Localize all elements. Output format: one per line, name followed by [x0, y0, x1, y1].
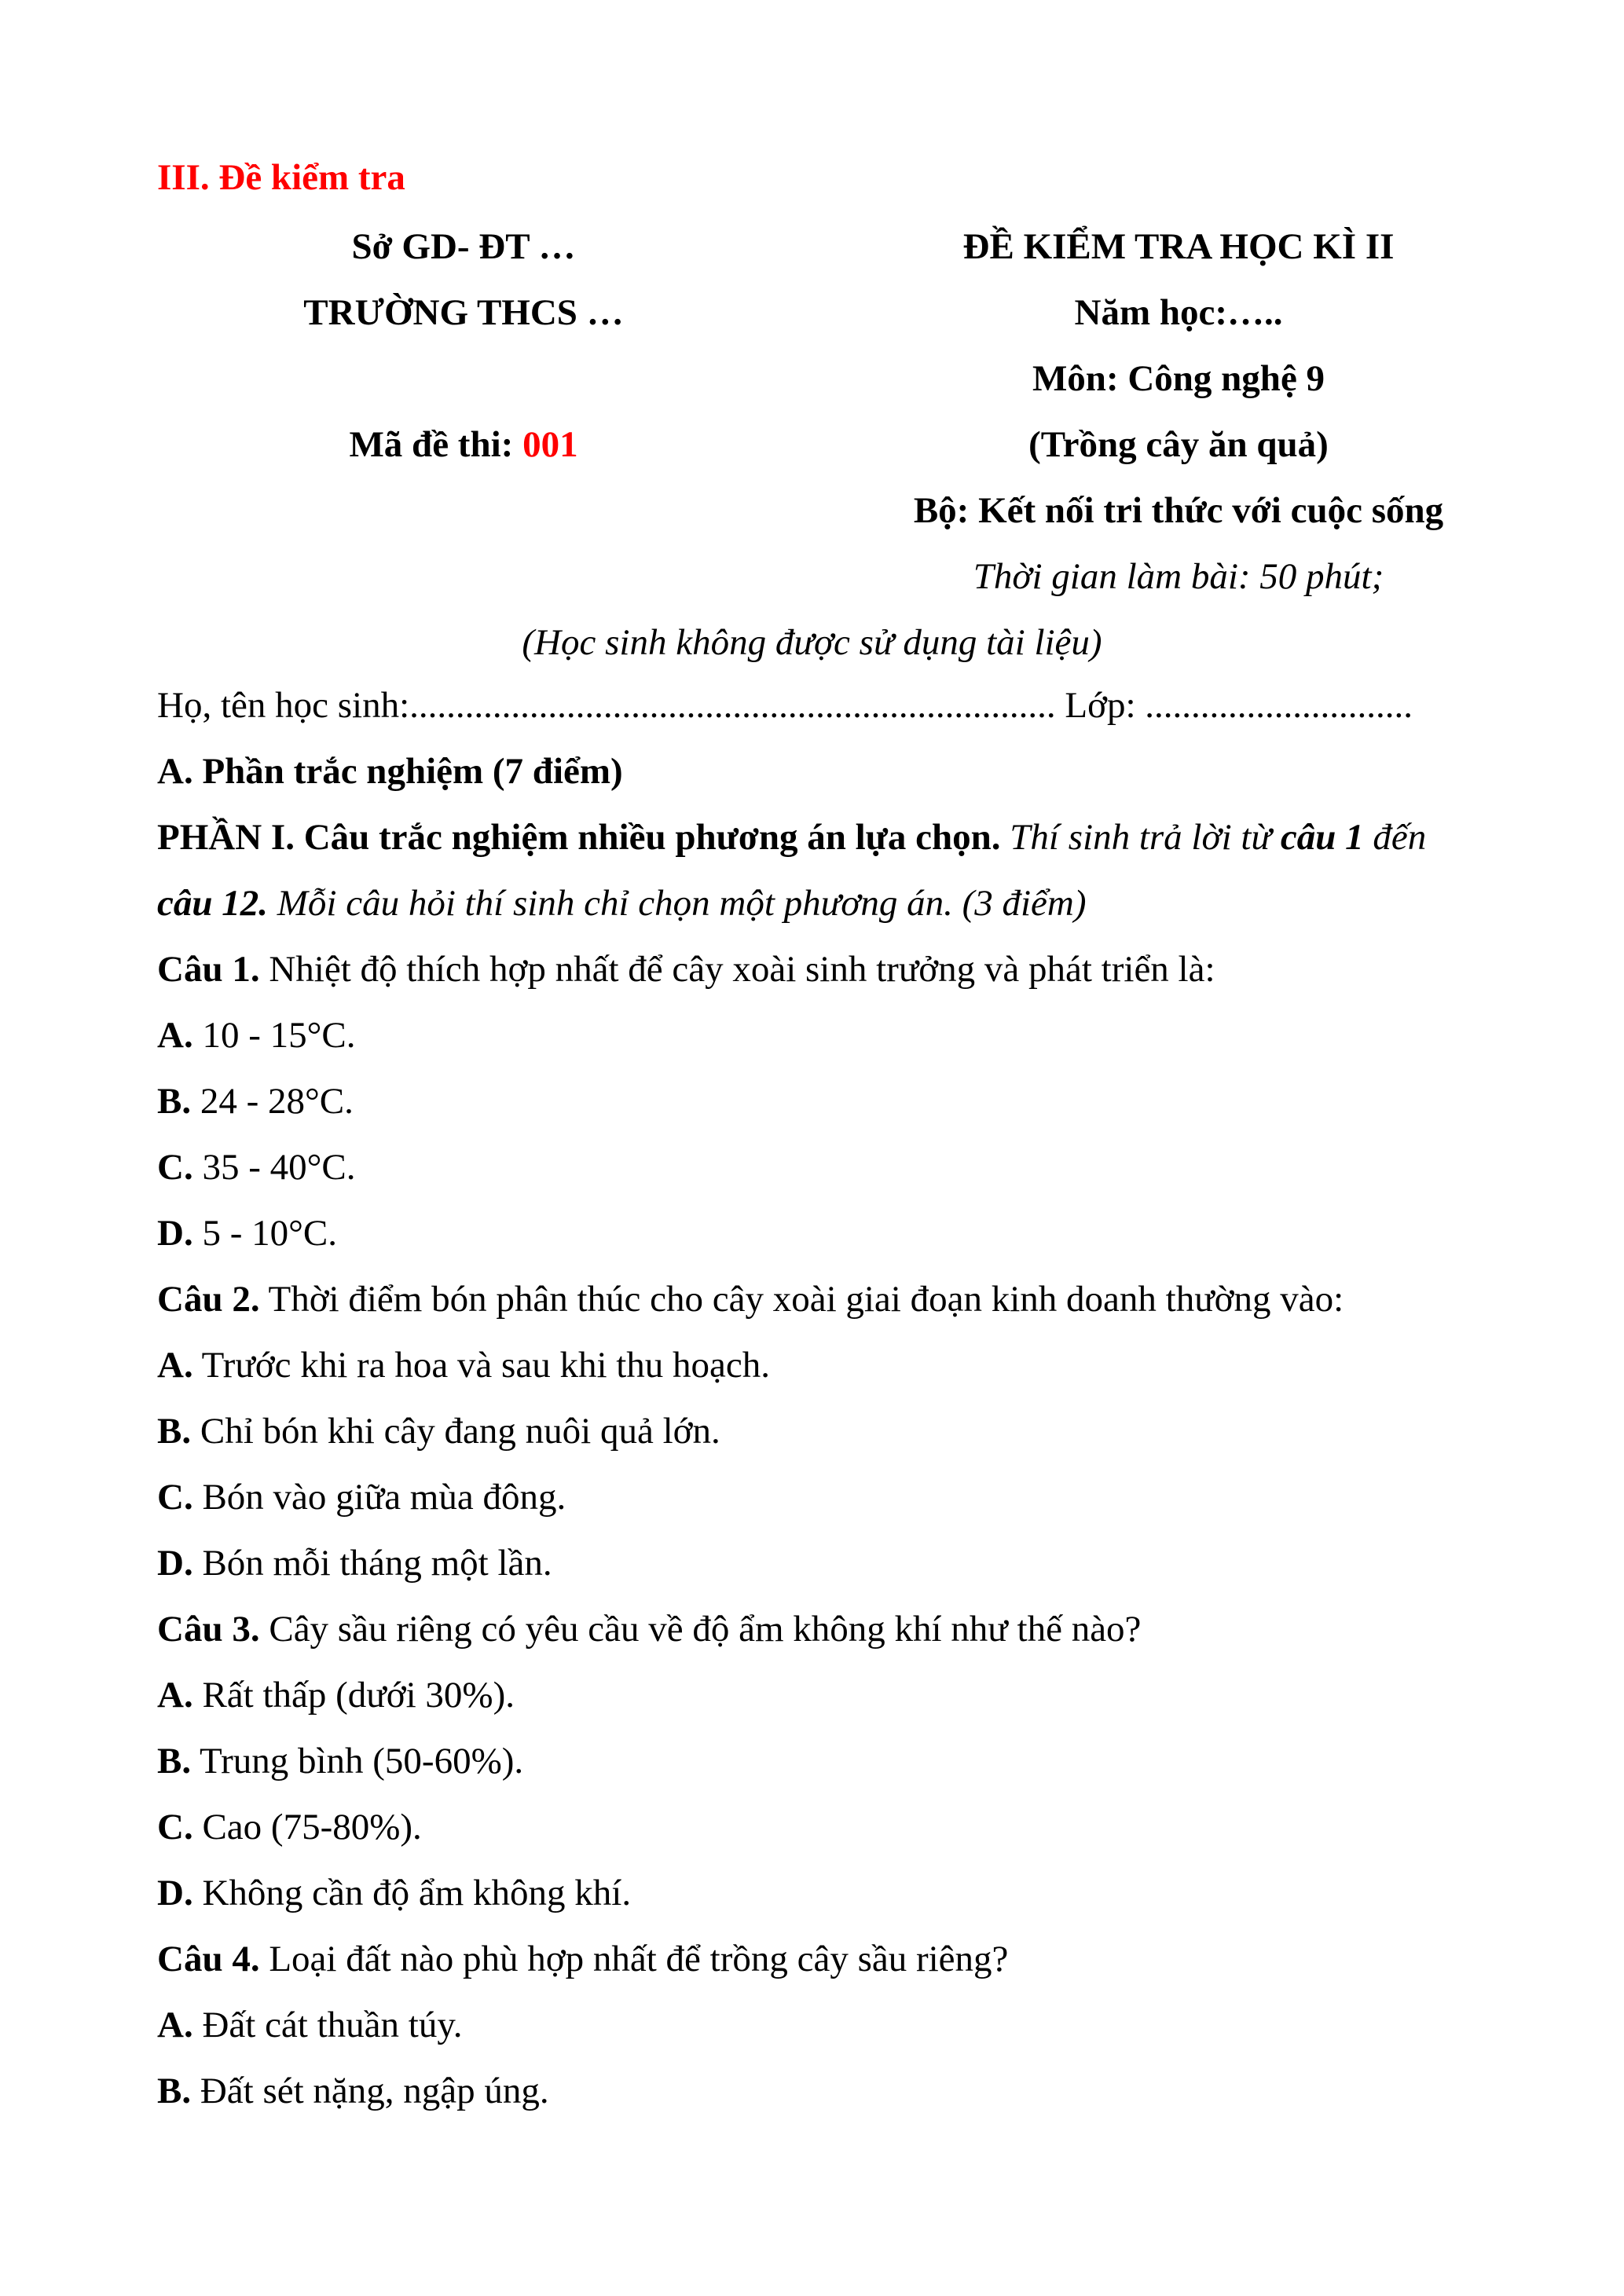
part1-text-1: Thí sinh trả lời từ [1000, 817, 1281, 858]
option-text: Bón vào giữa mùa đông. [192, 1477, 566, 1518]
option-letter: B. [157, 2071, 192, 2111]
option-letter: C. [157, 1147, 193, 1188]
exam-code-value: 001 [522, 424, 578, 465]
question [157, 1281, 1344, 1318]
option-text: Bón mỗi tháng một lần. [192, 1543, 552, 1584]
answer-option [157, 1347, 770, 1384]
part1-text-3: Mỗi câu hỏi thí sinh chỉ chọn một phương án. (3 điểm) [268, 883, 1087, 924]
option-text: 10 - 15°C. [192, 1015, 356, 1056]
question-label: Câu 1. [157, 949, 260, 990]
part1-instructions [157, 819, 1426, 856]
option-letter: D. [157, 1213, 193, 1254]
student-info-line: Họ, tên học sinh:...................................................................... Lớp: ............................. [157, 685, 1413, 726]
answer-option [157, 1743, 523, 1780]
question-text: Thời điểm bón phân thúc cho cây xoài giai đoạn kinh doanh thường vào: [259, 1279, 1344, 1320]
answer-option [157, 1545, 552, 1582]
option-text: 5 - 10°C. [192, 1213, 337, 1254]
question-text: Loại đất nào phù hợp nhất để trồng cây sầu riêng? [259, 1939, 1009, 1979]
option-letter: A. [157, 1675, 193, 1716]
option-letter: D. [157, 1873, 193, 1913]
question-text: Nhiệt độ thích hợp nhất để cây xoài sinh trưởng và phát triển là: [259, 949, 1215, 990]
answer-option [157, 1677, 515, 1714]
option-letter: A. [157, 1345, 193, 1386]
answer-option [157, 2007, 463, 2044]
school-year: Năm học:….. [1074, 292, 1283, 333]
question [157, 1611, 1141, 1648]
material-note: (Học sinh không được sử dụng tài liệu) [522, 622, 1102, 663]
option-text: Trung bình (50-60%). [191, 1741, 524, 1782]
option-letter: C. [157, 1807, 193, 1847]
option-letter: B. [157, 1411, 192, 1452]
exam-duration: Thời gian làm bài: 50 phút; [973, 556, 1384, 597]
school-name: TRƯỜNG THCS … [303, 292, 624, 333]
answer-option [157, 1149, 356, 1186]
question-label: Câu 3. [157, 1609, 260, 1650]
answer-option [157, 1809, 422, 1846]
answer-option [157, 1413, 720, 1450]
section-title: III. Đề kiểm tra [157, 157, 405, 198]
department-name: Sở GD- ĐT … [351, 226, 576, 267]
option-text: Cao (75-80%). [192, 1807, 422, 1847]
option-text: Đất cát thuần túy. [192, 2005, 463, 2045]
exam-code-label: Mã đề thi: [349, 424, 523, 465]
option-letter: D. [157, 1543, 193, 1584]
question [157, 951, 1215, 988]
answer-option [157, 1017, 356, 1054]
answer-option [157, 2073, 549, 2110]
option-text: Trước khi ra hoa và sau khi thu hoạch. [192, 1345, 771, 1386]
option-text: Chỉ bón khi cây đang nuôi quả lớn. [191, 1411, 720, 1452]
option-letter: A. [157, 2005, 193, 2045]
option-text: 24 - 28°C. [191, 1081, 354, 1122]
answer-option [157, 1083, 354, 1120]
option-text: Rất thấp (dưới 30%). [192, 1675, 515, 1716]
option-text: 35 - 40°C. [192, 1147, 356, 1188]
question [157, 1941, 1008, 1978]
answer-option [157, 1479, 566, 1516]
answer-option [157, 1875, 631, 1912]
option-letter: B. [157, 1081, 192, 1122]
topic: (Trồng cây ăn quả) [1028, 424, 1329, 465]
question-label: Câu 2. [157, 1279, 260, 1320]
part1-heading: PHẦN I. Câu trắc nghiệm nhiều phương án lựa chọn. [157, 817, 1001, 858]
exam-title: ĐỀ KIỂM TRA HỌC KÌ II [962, 226, 1395, 267]
book-series: Bộ: Kết nối tri thức với cuộc sống [913, 490, 1444, 531]
question-label: Câu 4. [157, 1939, 260, 1979]
option-text: Đất sét nặng, ngập úng. [191, 2071, 549, 2111]
option-letter: B. [157, 1741, 192, 1782]
answer-option [157, 1215, 337, 1252]
option-letter: C. [157, 1477, 193, 1518]
exam-code [157, 423, 770, 466]
option-letter: A. [157, 1015, 193, 1056]
part1-range-start: câu 1 [1280, 817, 1364, 858]
option-text: Không cần độ ẩm không khí. [192, 1873, 632, 1913]
part1-text-2: đến [1363, 817, 1427, 858]
subject: Môn: Công nghệ 9 [1032, 358, 1325, 399]
part1-range-end: câu 12. [157, 883, 268, 924]
part-a-title: A. Phần trắc nghiệm (7 điểm) [157, 751, 623, 792]
part1-instructions-cont [157, 885, 1087, 922]
question-text: Cây sầu riêng có yêu cầu về độ ẩm không khí như thế nào? [259, 1609, 1142, 1650]
